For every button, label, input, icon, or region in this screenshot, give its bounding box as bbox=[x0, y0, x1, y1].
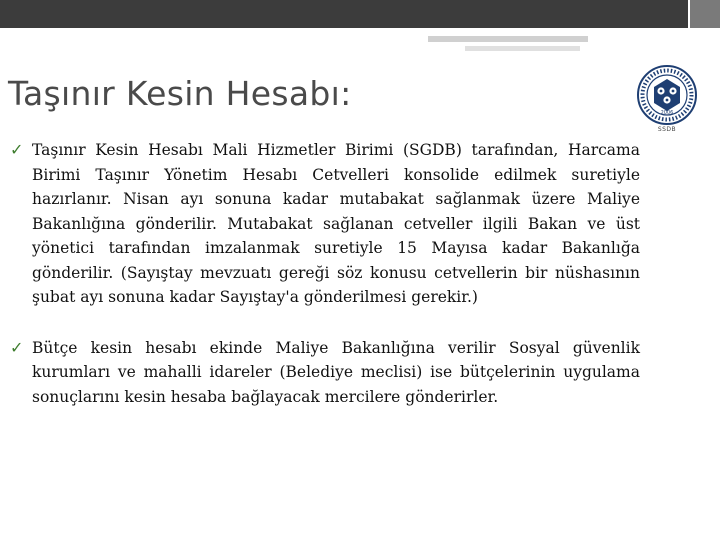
bullet-text: Bütçe kesin hesabı ekinde Maliye Bakanlığına verilir Sosyal güvenlik kurumları ve mahalli idareler (Belediye meclisi) ise bütçelerinin uygulama sonuçlarını kesin hesaba bağlayacak mercilere gönderirler. bbox=[32, 338, 640, 406]
top-bar bbox=[0, 0, 720, 28]
slide-body bbox=[10, 138, 640, 409]
checkmark-icon: ✓ bbox=[10, 140, 24, 159]
bullet-item bbox=[10, 138, 640, 310]
decorative-line bbox=[428, 36, 588, 42]
logo-year: 2006 bbox=[660, 110, 674, 116]
decorative-line bbox=[465, 46, 580, 51]
top-bar-light bbox=[690, 0, 720, 28]
bullet-text: Taşınır Kesin Hesabı Mali Hizmetler Birimi (SGDB) tarafından, Harcama Birimi Taşınır Yönetim Hesabı Cetvelleri konsolide edilmek suretiyle hazırlanır. Nisan ayı sonuna kadar mutabakat sağlanmak üzere Maliye Bakanlığına gönderilir. Mutabakat sağlanan cetveller ilgili Bakan ve üst yönetici tarafından imzalanmak suretiyle 15 Mayısa kadar Bakanlığa gönderilir. (Sayıştay mevzuatı gereği söz konusu cetvellerin bir nüshasının şubat ayı sonuna kadar Sayıştay'a gönderilmesi gerekir.) bbox=[32, 141, 640, 306]
bullet-item bbox=[10, 336, 640, 410]
slide-title: Taşınır Kesin Hesabı: bbox=[8, 74, 352, 113]
checkmark-icon: ✓ bbox=[10, 337, 24, 357]
logo-subtext: SSDB bbox=[657, 126, 677, 133]
university-seal-icon bbox=[636, 64, 698, 126]
top-bar-dark bbox=[0, 0, 688, 28]
